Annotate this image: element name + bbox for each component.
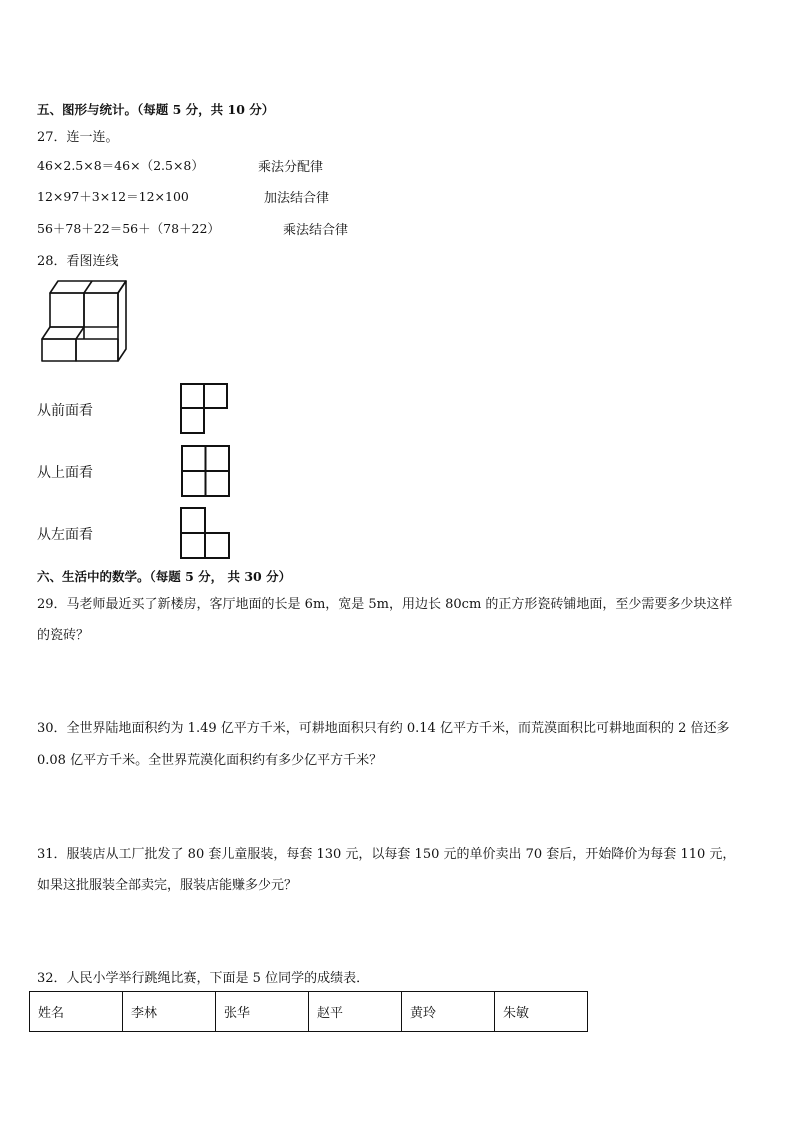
question-32-label: 32．人民小学举行跳绳比赛，下面是 5 位同学的成绩表． — [37, 971, 370, 986]
section-6-heading: 六、生活中的数学。（每题 5 分， 共 30 分） — [37, 569, 292, 584]
law-label-3: 乘法结合律 — [283, 223, 349, 238]
top-view-shape — [181, 445, 230, 497]
question-29-line-2: 的瓷砖？ — [37, 628, 90, 643]
table-row — [30, 992, 588, 1032]
question-30-line-1: 30．全世界陆地面积约为 1.49 亿平方千米，可耕地面积只有约 0.14 亿平方千米，而荒漠面积比可耕地面积的 2 倍还多 — [37, 721, 730, 736]
question-27-label: 27．连一连。 — [37, 130, 119, 145]
question-31-line-2: 如果这批服装全部卖完，服装店能赚多少元？ — [37, 878, 298, 893]
law-label-1: 乘法分配律 — [258, 160, 324, 175]
front-view-shape — [180, 383, 228, 435]
cube-figure — [38, 278, 133, 372]
view-label-left: 从左面看 — [37, 527, 93, 543]
equation-1: 46×2.5×8＝46×（2.5×8） — [37, 158, 204, 173]
scores-table — [29, 991, 588, 1032]
question-31-line-1: 31．服装店从工厂批发了 80 套儿童服装，每套 130 元，以每套 150 元的单价卖出 70 套后，开始降价为每套 110 元， — [37, 847, 736, 862]
table-cell-student: 李林 — [123, 992, 216, 1032]
question-29-line-1: 29．马老师最近买了新楼房，客厅地面的长是 6m，宽是 5m，用边长 80cm 的正方形瓷砖铺地面，至少需要多少块这样 — [37, 597, 733, 612]
equation-3: 56＋78＋22＝56＋（78＋22） — [37, 221, 220, 236]
law-label-2: 加法结合律 — [264, 191, 330, 206]
equation-2: 12×97＋3×12＝12×100 — [37, 189, 189, 204]
table-cell-student: 朱敏 — [495, 992, 588, 1032]
view-label-top: 从上面看 — [37, 465, 93, 481]
view-label-front: 从前面看 — [37, 403, 93, 419]
table-cell-student: 张华 — [216, 992, 309, 1032]
question-28-label: 28．看图连线 — [37, 254, 119, 269]
table-cell-name-header: 姓名 — [30, 992, 123, 1032]
section-5-heading: 五、图形与统计。（每题 5 分，共 10 分） — [37, 102, 275, 117]
table-cell-student: 赵平 — [309, 992, 402, 1032]
question-30-line-2: 0.08 亿平方千米。全世界荒漠化面积约有多少亿平方千米？ — [37, 753, 383, 768]
left-view-shape — [180, 507, 230, 560]
table-cell-student: 黄玲 — [402, 992, 495, 1032]
